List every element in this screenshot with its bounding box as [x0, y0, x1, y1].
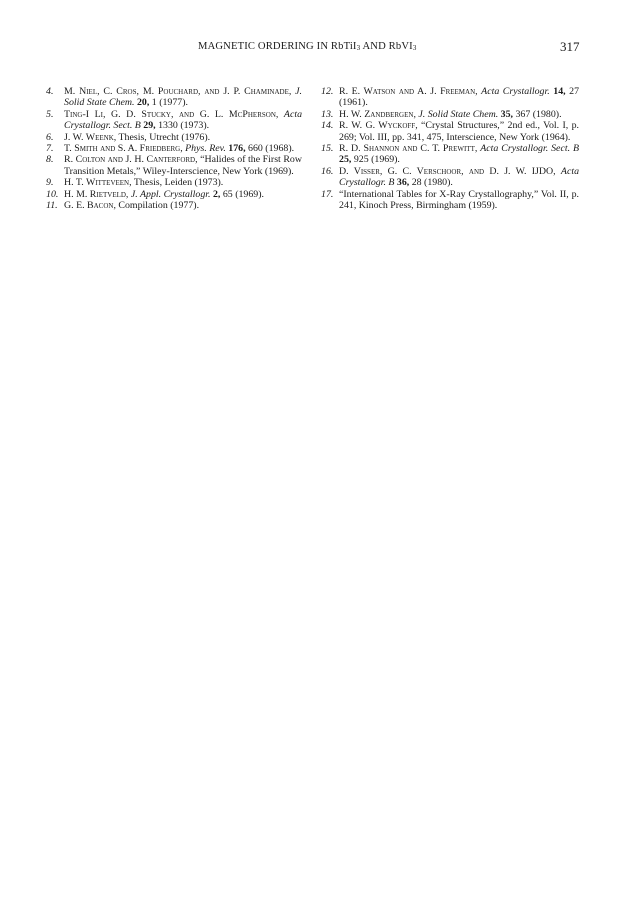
reference-text: eenk	[95, 131, 114, 143]
reference-entry	[321, 86, 579, 109]
reference-text: J. H. C	[122, 154, 154, 166]
reference-text: c	[237, 108, 243, 120]
reference-entry	[321, 166, 579, 189]
reference-text: A. J. F	[414, 86, 446, 97]
running-head	[0, 41, 624, 57]
reference-text: atson	[372, 86, 396, 97]
reference-text: G. L. M	[194, 108, 238, 120]
reference-text: ,	[413, 108, 419, 120]
reference-text: Acta Crystallogr. Sect. B	[480, 143, 580, 155]
reference-text: ,	[275, 108, 284, 120]
reference-text: , C. C	[97, 86, 123, 97]
reference-number: 16.	[321, 165, 334, 177]
reference-text: 2,	[212, 188, 221, 200]
reference-text: H. M. R	[64, 188, 97, 200]
running-title-text: AND RbVI	[360, 41, 413, 52]
reference-text: G. E. B	[64, 200, 94, 212]
reference-text: riedberg	[145, 143, 181, 155]
reference-text: olton	[82, 154, 106, 166]
reference-entry	[46, 109, 302, 132]
reference-text: , M. P	[136, 86, 164, 97]
reference-text: mith	[79, 143, 98, 155]
reference-text: P	[242, 108, 248, 120]
reference-text: and	[398, 86, 415, 97]
reference-text: anterford	[153, 154, 196, 166]
reference-text: Phys. Rev.	[185, 143, 226, 155]
reference-number: 5.	[46, 108, 54, 120]
reference-entry	[321, 143, 579, 166]
reference-text: herson	[247, 108, 276, 120]
reference-text: J. Appl. Crystallogr.	[130, 188, 211, 200]
reference-text: D. V	[339, 165, 361, 177]
reference-text: T. S	[64, 143, 80, 155]
reference-text: ing	[70, 108, 83, 120]
reference-text: , G. D. S	[103, 108, 147, 120]
reference-text: 35,	[500, 108, 514, 120]
reference-text: ,	[198, 86, 205, 97]
reference-number: 14.	[321, 120, 334, 132]
reference-text: J. W. W	[64, 131, 96, 143]
reference-text: , “Crystal Structures,” 2nd ed., Vol. I, p. 269; Vol. III, pp. 341, 475, Interscience, New York (1964).	[339, 120, 579, 143]
reference-text: D. J. W. IJDO,	[484, 165, 561, 177]
reference-text: ietveld	[96, 188, 126, 200]
reference-text: Acta Crystallogr. B	[339, 165, 580, 189]
reference-text: and	[468, 165, 485, 177]
reference-text: 20,	[136, 97, 150, 109]
reference-text: haminade	[250, 86, 289, 97]
reference-text: ,	[125, 188, 131, 200]
reference-entry	[46, 132, 302, 143]
reference-text: 176,	[228, 143, 246, 155]
reference-text: R. E. W	[339, 86, 373, 97]
reference-text: 1 (1977).	[149, 97, 188, 109]
reference-number: 8.	[46, 154, 54, 166]
reference-text: reeman	[445, 86, 476, 97]
reference-text: , Compilation (1977).	[113, 200, 200, 212]
reference-entry	[46, 86, 302, 109]
reference-text: 925 (1969).	[351, 154, 400, 166]
reference-text: R. C	[64, 154, 83, 166]
reference-text: J. Solid State Chem.	[418, 108, 499, 120]
reference-number: 9.	[46, 177, 54, 189]
reference-entry	[46, 189, 302, 200]
references-column-right	[321, 86, 579, 211]
reference-entry	[46, 177, 302, 188]
reference-number: 12.	[321, 86, 334, 97]
reference-number: 6.	[46, 131, 54, 143]
reference-text: and	[100, 143, 116, 155]
reference-text: 14,	[553, 86, 566, 97]
reference-text: andbergen	[370, 108, 414, 120]
reference-text: and	[178, 108, 195, 120]
reference-text: 660 (1968).	[245, 143, 295, 155]
reference-text: C. T. P	[417, 143, 449, 155]
reference-number: 10.	[46, 188, 59, 200]
reference-text: 36,	[396, 177, 410, 189]
reference-text: R. D. S	[339, 143, 370, 155]
running-title-subscript: 3	[412, 44, 417, 52]
reference-number: 7.	[46, 143, 54, 155]
reference-text: 367 (1980).	[513, 108, 562, 120]
reference-text: ,	[475, 86, 482, 97]
reference-text: H. T. W	[64, 177, 96, 189]
reference-text: T	[64, 108, 71, 120]
reference-text: ,	[474, 143, 481, 155]
reference-number: 4.	[46, 86, 54, 97]
reference-text: , Thesis, Utrecht (1976).	[113, 131, 211, 143]
reference-entry	[46, 143, 302, 154]
reference-text: ,	[288, 86, 296, 97]
reference-text: Acta Crystallogr.	[481, 86, 550, 97]
reference-text: ,	[170, 108, 179, 120]
reference-text: Acta Crystallogr. Sect. B	[64, 108, 303, 132]
reference-text: J. P. C	[219, 86, 251, 97]
reference-text: 1330 (1973).	[155, 120, 210, 132]
references-column-left	[46, 86, 302, 211]
reference-text: yckoff	[387, 120, 416, 132]
running-title	[198, 41, 416, 52]
reference-text: R. W. G. W	[339, 120, 388, 132]
reference-entry	[321, 189, 579, 212]
reference-text: 27 (1961).	[339, 86, 580, 109]
reference-text: , G. C. V	[379, 165, 424, 177]
reference-text: 28 (1980).	[409, 177, 453, 189]
reference-text: hannon	[369, 143, 400, 155]
reference-text: H. W. Z	[339, 108, 371, 120]
reference-text: , “Halides of the First Row Transition Metals,” Wiley-Interscience, New York (1969).	[64, 154, 302, 177]
running-title-subscript: 3	[356, 44, 361, 52]
reference-text: J. Solid State Chem.	[64, 86, 302, 109]
reference-text: ouchard	[163, 86, 199, 97]
reference-text: M. N	[64, 86, 87, 97]
page-number: 317	[560, 39, 580, 54]
reference-text: iel	[86, 86, 98, 97]
reference-text: i	[100, 108, 104, 120]
reference-entry	[46, 154, 302, 177]
reference-number: 15.	[321, 143, 334, 155]
reference-text: and	[204, 86, 220, 97]
reference-text: 25,	[339, 154, 352, 166]
reference-text: ,	[180, 143, 186, 155]
reference-text: “International Tables for X-Ray Crystallography,” Vol. II, p. 241, Kinoch Press, Birmingham (1959).	[339, 188, 579, 212]
reference-entry	[46, 200, 302, 211]
reference-text: tucky	[146, 108, 171, 120]
reference-entry	[321, 120, 579, 143]
reference-text: ,	[461, 165, 469, 177]
reference-entry	[321, 109, 579, 120]
reference-text: S. A. F	[115, 143, 146, 155]
reference-number: 17.	[321, 188, 334, 200]
running-title-text: MAGNETIC ORDERING IN RbTiI	[198, 41, 357, 52]
reference-text: and	[107, 154, 123, 166]
reference-number: 13.	[321, 108, 334, 120]
reference-text: itteveen	[95, 177, 130, 189]
reference-text: rewitt	[448, 143, 475, 155]
reference-text: 65 (1969).	[220, 188, 264, 200]
reference-text: isser	[360, 165, 380, 177]
reference-text: erschoor	[423, 165, 462, 177]
reference-text: -I L	[82, 108, 101, 120]
reference-text: ros	[122, 86, 137, 97]
reference-text: acon	[93, 200, 114, 212]
reference-text: , Thesis, Leiden (1973).	[129, 177, 224, 189]
reference-text: 29,	[143, 120, 156, 132]
reference-number: 11.	[46, 200, 58, 212]
reference-text: and	[402, 143, 418, 155]
